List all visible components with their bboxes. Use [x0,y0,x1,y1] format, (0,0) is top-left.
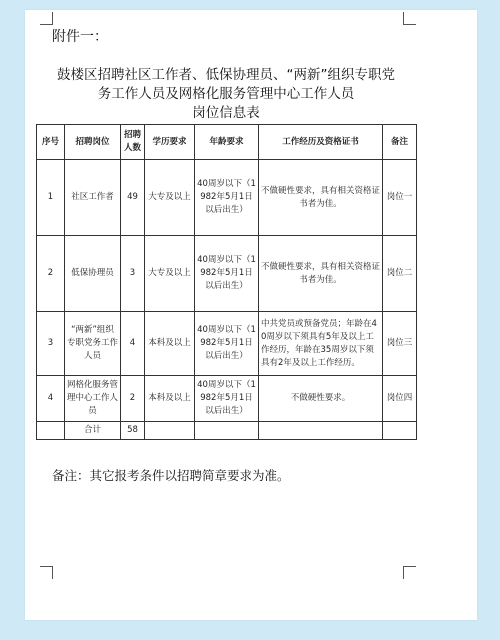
cell-seq: 3 [37,312,65,376]
cell-remark: 岗位二 [383,236,417,312]
cell-count: 49 [121,160,145,236]
cell-remark: 岗位四 [383,376,417,422]
table-row [37,160,417,236]
cell-total-value: 58 [121,422,145,440]
crop-mark-top-left [40,12,53,25]
cell-empty [259,422,383,440]
header-age: 年龄要求 [195,125,259,160]
attachment-label: 附件一： [52,29,108,45]
cell-age: 40周岁以下（1982年5月1日以后出生） [195,376,259,422]
table-row [37,376,417,422]
cell-seq: 2 [37,236,65,312]
cell-exp: 不做硬性要求，具有相关资格证书者为佳。 [259,160,383,236]
cell-post: “两新”组织专职党务工作人员 [65,312,121,376]
crop-mark-bottom-left [40,566,53,579]
cell-seq: 1 [37,160,65,236]
cell-remark: 岗位一 [383,160,417,236]
crop-mark-top-right [403,12,416,25]
cell-count: 4 [121,312,145,376]
cell-edu: 本科及以上 [145,312,195,376]
header-post: 招聘岗位 [65,125,121,160]
cell-empty [195,422,259,440]
cell-remark: 岗位三 [383,312,417,376]
post-info-table [36,124,417,440]
title-line-1: 鼓楼区招聘社区工作者、低保协理员、“两新”组织专职党 [57,67,395,83]
crop-mark-bottom-right [403,566,416,579]
cell-age: 40周岁以下（1982年5月1日以后出生） [195,312,259,376]
cell-edu: 大专及以上 [145,236,195,312]
table-row [37,312,417,376]
cell-post: 网格化服务管理中心工作人员 [65,376,121,422]
cell-post: 社区工作者 [65,160,121,236]
cell-exp: 中共党员或预备党员；年龄在40周岁以下须具有5年及以上工作经历，年龄在35周岁以下须具有2年及以上工作经历。 [259,312,383,376]
cell-edu: 大专及以上 [145,160,195,236]
cell-age: 40周岁以下（1982年5月1日以后出生） [195,160,259,236]
cell-empty [145,422,195,440]
header-seq: 序号 [37,125,65,160]
footer-note: 备注：其它报考条件以招聘简章要求为准。 [52,468,290,483]
table-header-row [37,125,417,160]
table-total-row [37,422,417,440]
cell-post: 低保协理员 [65,236,121,312]
title-line-2: 务工作人员及网格化服务管理中心工作人员 [97,86,355,102]
cell-exp: 不做硬性要求。 [259,376,383,422]
cell-age: 40周岁以下（1982年5月1日以后出生） [195,236,259,312]
header-remark: 备注 [383,125,417,160]
cell-seq: 4 [37,376,65,422]
cell-count: 3 [121,236,145,312]
cell-count: 2 [121,376,145,422]
title-line-3: 岗位信息表 [192,105,260,121]
header-count: 招聘人数 [121,125,145,160]
document-title [30,66,422,123]
cell-empty [383,422,417,440]
cell-empty [37,422,65,440]
cell-exp: 不做硬性要求，具有相关资格证书者为佳。 [259,236,383,312]
table-row [37,236,417,312]
cell-total-label: 合计 [65,422,121,440]
header-exp: 工作经历及资格证书 [259,125,383,160]
header-edu: 学历要求 [145,125,195,160]
cell-edu: 本科及以上 [145,376,195,422]
